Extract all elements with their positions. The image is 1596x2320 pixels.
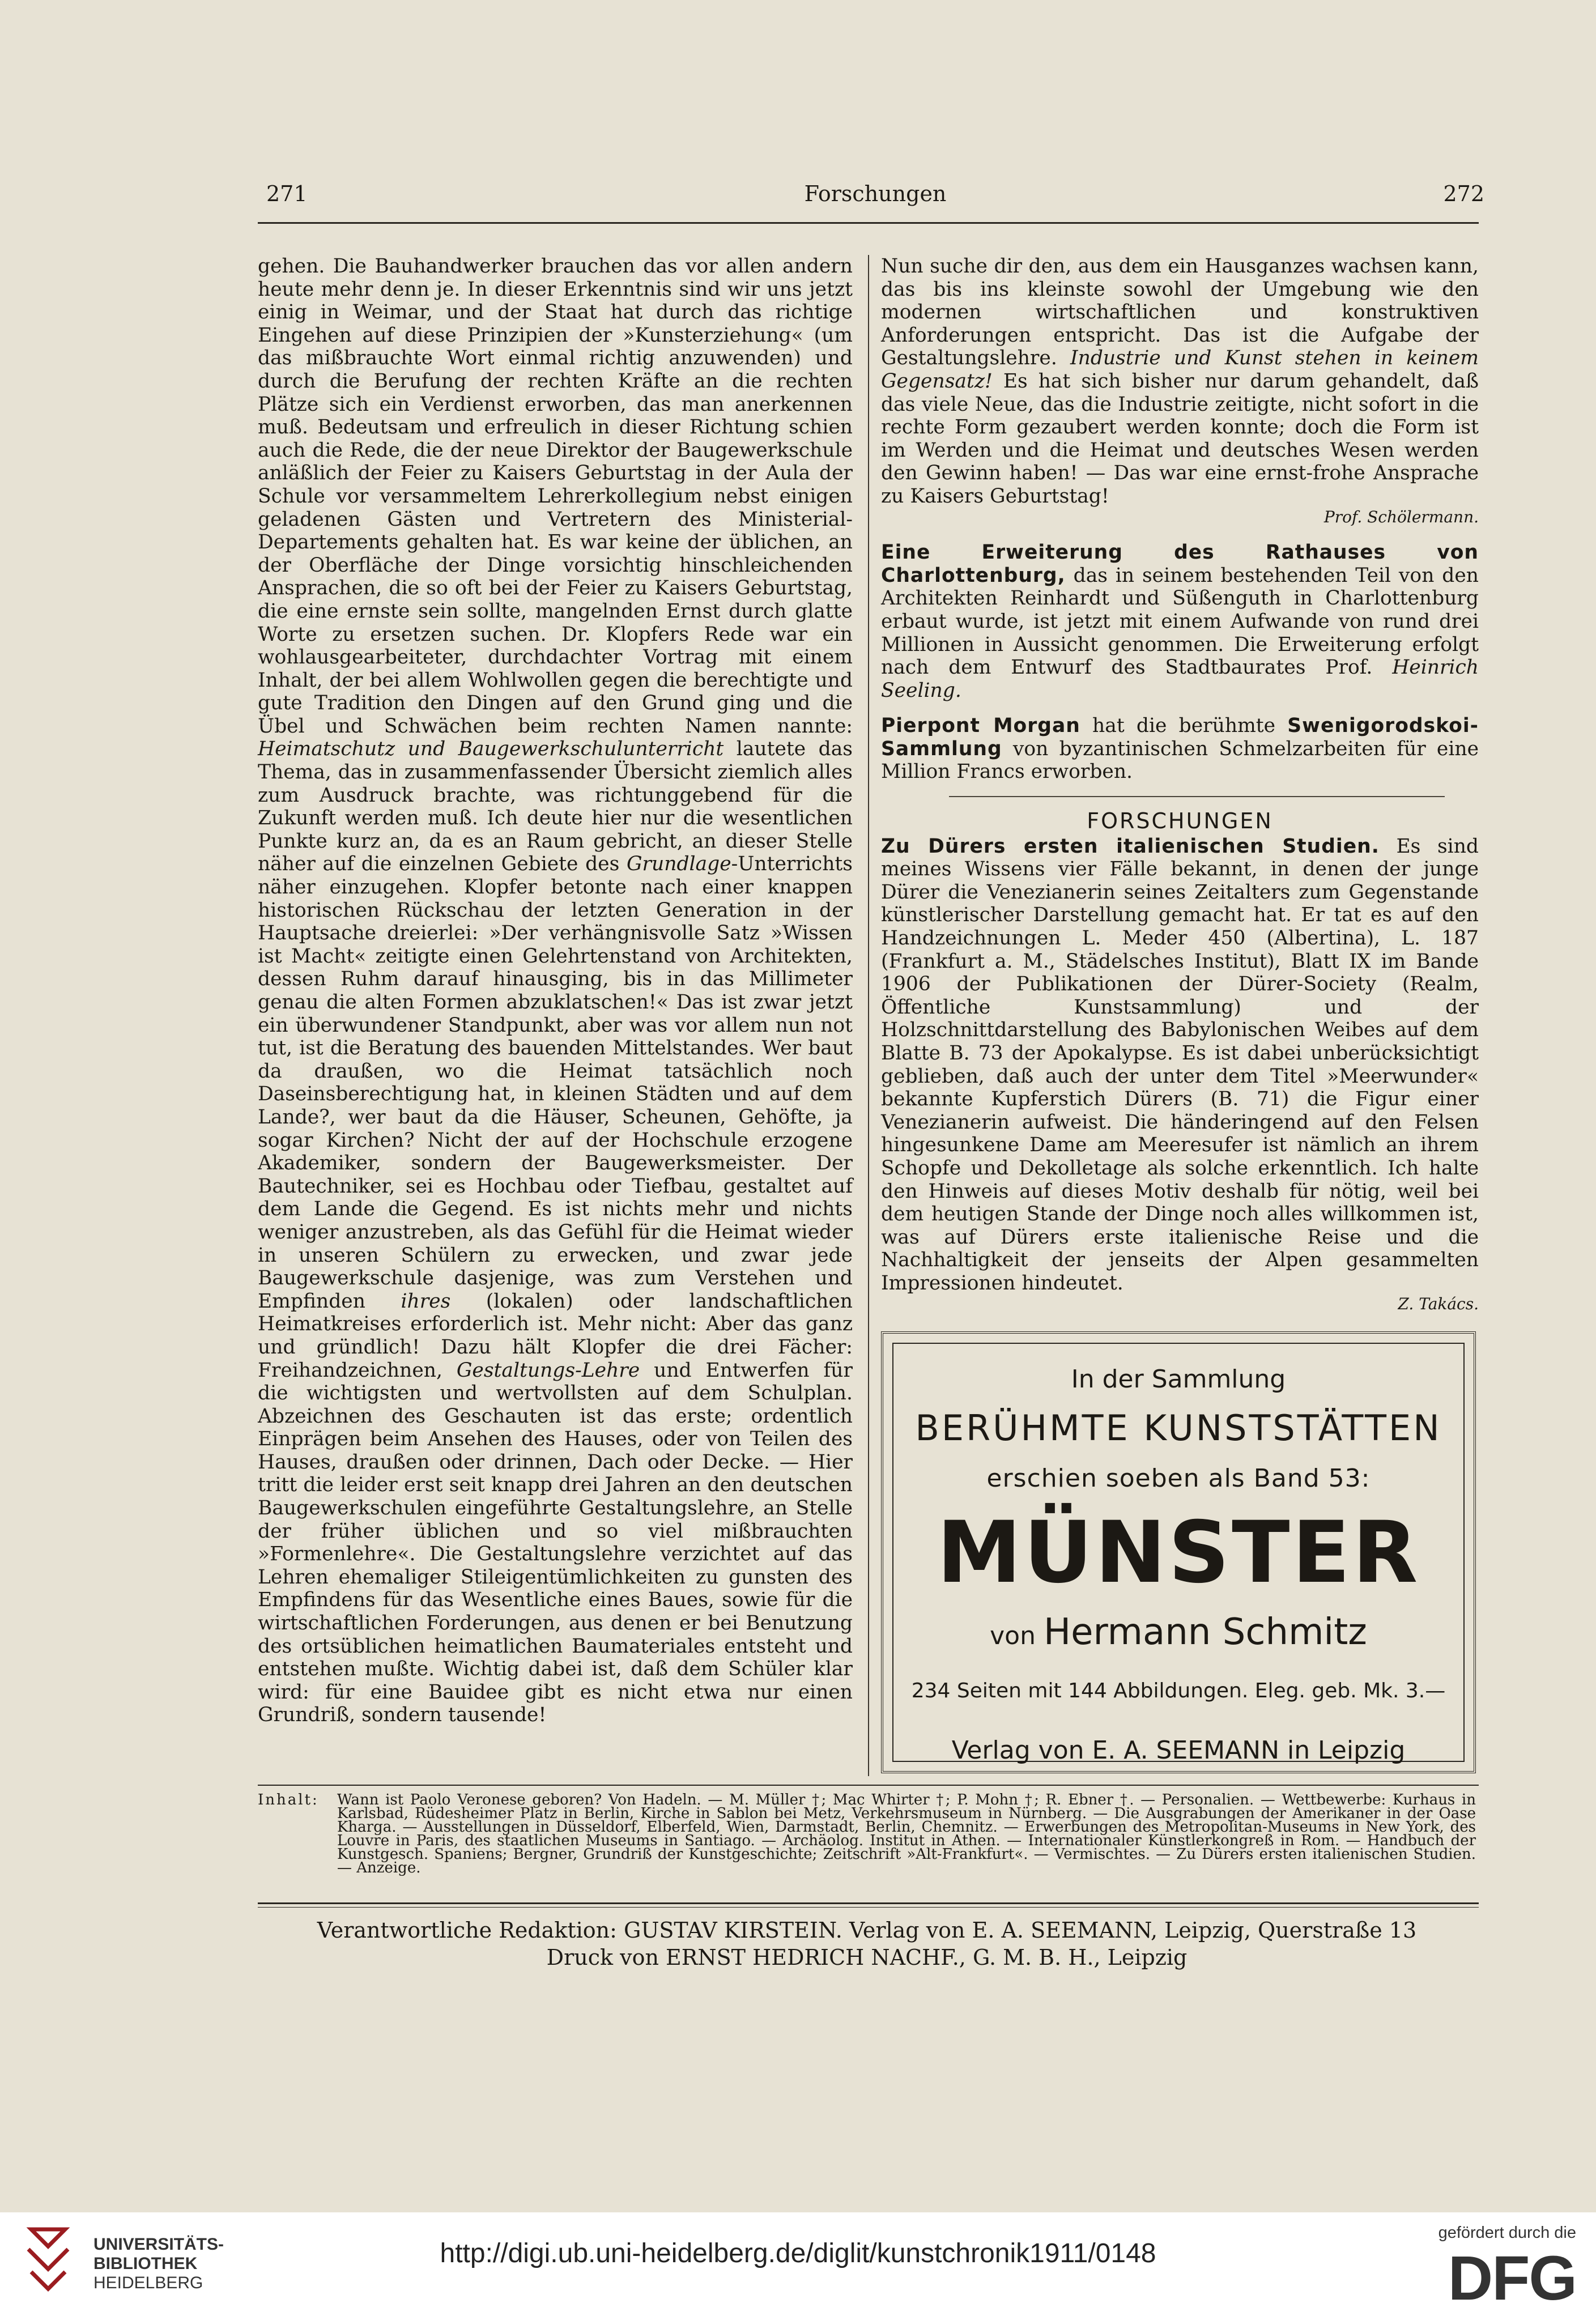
contents-label: Inhalt: bbox=[258, 1791, 319, 1808]
column-divider bbox=[868, 255, 869, 1776]
permalink-url[interactable]: http://digi.ub.uni-heidelberg.de/diglit/kunstchronik1911/0148 bbox=[440, 2238, 1156, 2268]
ad-book-title: MÜNSTER bbox=[937, 1504, 1420, 1602]
contents-text: Wann ist Paolo Veronese geboren? Von Hadeln. — M. Müller †; Mac Whirter †; P. Mohn †; R. Ebner †. — Personalien. — Wettbewerbe: Kurhaus in Karlsbad, Rüdesheimer Platz in Berlin, Kirche in Sablon bei Metz, Verkehrsmuseum in Nürnberg. — Die Ausgrabungen der Amerikaner in der Oase Kharga. — Ausstellungen in Düsseldorf, Elberfeld, Wien, Darmstadt, Berlin, Chemnitz. — Erwerbungen des Metropolitan-Museums in New York, des Louvre in Paris, des staatlichen Museums in Santiago. — Archäolog. Institut in Athen. — Internationaler Künstlerkongreß in Rom. — Handbuch der Kunstgesch. Spaniens; Bergner, Grundriß der Kunstgeschichte; Zeitschrift »Alt-Frankfurt«. — Vermischtes. — Zu Dürers ersten italienischen Studien. — Anzeige. bbox=[337, 1791, 1476, 1876]
news-heading: Pierpont Morgan bbox=[881, 714, 1080, 738]
dfg-logo: DFG bbox=[1448, 2244, 1576, 2313]
contents-rule bbox=[258, 1785, 1479, 1786]
imprint-printer: Druck von ERNST HEDRICH NACHF., G. M. B. H., Leipzig bbox=[546, 1945, 1188, 1970]
news-heading: Swenigorodskoi-Sammlung bbox=[881, 714, 1479, 760]
imprint-editor: Verantwortliche Redaktion: GUSTAV KIRSTEIN. Verlag von E. A. SEEMANN, Leipzig, Querstraße 13 bbox=[317, 1918, 1417, 1943]
running-title: Forschungen bbox=[804, 181, 947, 206]
section-title: FORSCHUNGEN bbox=[1087, 808, 1273, 834]
page-number-left: 271 bbox=[266, 181, 308, 206]
italic-term: Grundlage bbox=[626, 853, 731, 876]
funding-label: gefördert durch die bbox=[1438, 2224, 1576, 2242]
left-column bbox=[258, 255, 853, 1773]
signature: Z. Takács. bbox=[1398, 1294, 1479, 1313]
news-morgan: Pierpont Morgan hat die berühmte Swenigorodskoi-Sammlung von byzantinischen Schmelzarbeiten für eine Million Francs erworben. bbox=[881, 714, 1479, 784]
imprint-rule bbox=[258, 1902, 1479, 1904]
right-column bbox=[881, 255, 1479, 1314]
italic-term: ihres bbox=[401, 1289, 451, 1313]
news-rathaus: Eine Erweiterung des Rathauses von Charlottenburg, das in seinem bestehenden Teil von den Architekten Reinhardt und Süßenguth in Charlottenburg erbaut wurde, ist jetzt mit einem Aufwande von rund drei Millionen in Aussicht genommen. Die Erweiterung erfolgt nach dem Entwurf des Stadtbaurates Prof. Heinrich Seeling. bbox=[881, 541, 1479, 702]
left-paragraph-1: gehen. Die Bauhandwerker brauchen das vor allen andern heute mehr denn je. In dieser Erkenntnis sind wir uns jetzt einig in Weimar, und der Staat hat durch das richtige Eingehen auf diese Prinzipien der »Kunsterziehung« (um das mißbrauchte Wort einmal richtig anzuwenden) und durch die Berufung der rechten Kräfte an die rechten Plätze sich ein Verdienst erworben, das man anerkennen muß. Bedeutsam und erfreulich in dieser Richtung schien auch die Rede, die der neue Direktor der Baugewerkschule anläßlich der Feier zu Kaisers Geburtstag in der Aula der Schule vor versammeltem Lehrerkollegium nebst einigen geladenen Gästen und Vertretern des Ministerial-Departements gehalten hat. Es war keine der üblichen, an der Oberfläche der Dinge vorsichtig hinschleichenden Ansprachen, die so oft bei der Feier zu Kaisers Geburtstag, die eine ernste sein sollte, mangelnden Ernst durch glatte Worte zu ersetzen suchen. Dr. Klopfers Rede war ein wohlausgearbeiteter, durchdachter Vortrag mit einem Inhalt, der bei allem Wohlwollen gegen die berechtigte und gute Tradition den Dingen auf den Grund ging und die Übel und Schwächen beim rechten Namen nannte: Heimatschutz und Baugewerkschulunterricht lautete das Thema, das in zusammenfassender Übersicht ziemlich alles zum Ausdruck brachte, was richtunggebend für die Zukunft werden muß. Ich deute hier nur die wesentlichen Punkte kurz an, da es an Raum gebricht, an dieser Stelle näher auf die einzelnen Gebiete des Grundlage-Unterrichts näher einzugehen. Klopfer betonte nach einer knappen historischen Rückschau der letzten Generation in der Hauptsache dreierlei: »Der verhängnisvolle Satz »Wissen ist Macht« zeitigte einen Gelehrtenstand von Architekten, dessen Ruhm darauf hinausging, bis in das Millimeter genau die alten Formen abzuklatschen!« Das ist zwar jetzt ein überwundener Standpunkt, aber was vor allem nun not tut, ist die Beratung des bauenden Mittelstandes. Wer baut da draußen, wo die Heimat tatsächlich noch Daseinsberechtigung hat, in kleinen Städten und auf dem Lande?, wer baut da die Häuser, Scheunen, Gehöfte, ja sogar Kirchen? Nicht der auf der Hochschule erzogene Akademiker, sondern der Baugewerksmeister. Der Bautechniker, sei es Hochbau oder Tiefbau, gestaltet auf dem Lande die Gegend. Es ist nichts mehr und nichts weniger anzustreben, als das Gefühl für die Heimat wieder in unseren Schülern zu erwecken, und zwar jede Baugewerkschule dasjenige, was zum Verstehen und Empfinden ihres (lokalen) oder landschaftlichen Heimatkreises erforderlich ist. Mehr nicht: Aber das ganz und gründlich! Dazu hält Klopfer die drei Fächer: Freihandzeichnen, Gestaltungs-Lehre und Entwerfen für die wichtigsten und wertvollsten auf dem Schulplan. Abzeichnen des Geschauten ist das erste; ordentlich Einprägen beim Ansehen des Hauses, oder von Teilen des Hauses, draußen oder drinnen, Dach oder Decke. — Hier tritt die leider erst seit knapp drei Jahren an den deutschen Baugewerkschulen eingeführte Gestaltungslehre, an Stelle der früher üblichen und so viel mißbrauchten »Formenlehre«. Die Gestaltungslehre verzichtet auf das Lehren ehemaliger Stileigentümlichkeiten zu gunsten des Empfindens für das Wesentliche eines Baues, sowie für die wirtschaftlichen Forderungen, aus denen er bei Benutzung des ortsüblichen heimatlichen Baumateriales entsteht und entstehen mußte. Wichtig dabei ist, daß dem Schüler klar wird: für eine Bauidee gibt es nicht etwa nur einen Grundriß, sondern tausende! bbox=[258, 255, 853, 1727]
ad-collection-line: In der Sammlung bbox=[1071, 1365, 1286, 1394]
italic-term: Gestaltungs-Lehre bbox=[456, 1359, 640, 1382]
ad-author: von Hermann Schmitz bbox=[990, 1611, 1367, 1653]
header-rule bbox=[258, 222, 1479, 224]
imprint-rule-thin bbox=[258, 1907, 1479, 1908]
research-paragraph: Zu Dürers ersten italienischen Studien. Es sind meines Wissens vier Fälle bekannt, in denen der junge Dürer die Venezianerin seines Zeitalters zum Gegenstande künstlerischer Darstellung gemacht hat. Er tat es auf den Handzeichnungen L. Meder 450 (Albertina), L. 187 (Frankfurt a. M., Städelsches Institut), Blatt IX im Bande 1906 der Publikationen der Dürer-Society (Realm, Öffentliche Kunstsammlung) und der Holzschnittdarstellung des Babylonischen Weibes auf dem Blatte B. 73 der Apokalypse. Es ist dabei unberücksichtigt geblieben, daß auch der unter dem Titel »Meerwunder« bekannte Kupferstich Dürers (B. 71) die Figur einer Venezianerin aufweist. Die händeringend auf den Felsen hingesunkene Dame am Meeresufer ist nämlich an ihrem Schopfe und Dekolletage als solche erkenntlich. Ich halte den Hinweis auf dieses Motiv deshalb für nötig, weil bei dem heutigen Stande der Dinge noch alles willkommen ist, was auf Dürers erste italienische Reise und die Nachhaltigkeit der jenseits der Alpen gesammelten Impressionen hindeutet. Z. Takács. bbox=[881, 835, 1479, 1316]
ad-details: 234 Seiten mit 144 Abbildungen. Eleg. geb. Mk. 3.— bbox=[911, 1679, 1446, 1702]
ad-publisher: Verlag von E. A. SEEMANN in Leipzig bbox=[951, 1736, 1406, 1765]
research-heading: Zu Dürers ersten italienischen Studien. bbox=[881, 835, 1380, 858]
signature: Prof. Schölermann. bbox=[1323, 507, 1479, 526]
italic-title: Heimatschutz und Baugewerkschulunterricht bbox=[258, 738, 724, 761]
ad-volume-line: erschien soeben als Band 53: bbox=[986, 1464, 1371, 1493]
news-heading: Eine Erweiterung des Rathauses von Charlottenburg, bbox=[881, 541, 1479, 587]
section-divider bbox=[949, 796, 1445, 797]
ad-series-title: BERÜHMTE KUNSTSTÄTTEN bbox=[915, 1407, 1442, 1449]
right-paragraph-1: Nun suche dir den, aus dem ein Hausganzes wachsen kann, das bis ins kleinste sowohl der Umgebung wie den modernen wirtschaftlichen und konstruktiven Anforderungen entspricht. Das ist die Aufgabe der Gestaltungslehre. Industrie und Kunst stehen in keinem Gegensatz! Es hat sich bisher nur darum gehandelt, daß das viele Neue, das die Industrie zeitigte, nicht sofort in die rechte Form gezaubert werden konnte; doch die Form ist im Werden und die Heimat und deutsches Wesen werden den Gewinn haben! — Das war eine ernst-frohe Ansprache zu Kaisers Geburtstag! Prof. Schölermann. bbox=[881, 255, 1479, 529]
book-advertisement bbox=[881, 1331, 1476, 1773]
university-library-name: UNIVERSITÄTS- BIBLIOTHEK HEIDELBERG bbox=[93, 2235, 224, 2292]
running-head bbox=[266, 181, 1484, 215]
page-number-right: 272 bbox=[1443, 181, 1484, 206]
